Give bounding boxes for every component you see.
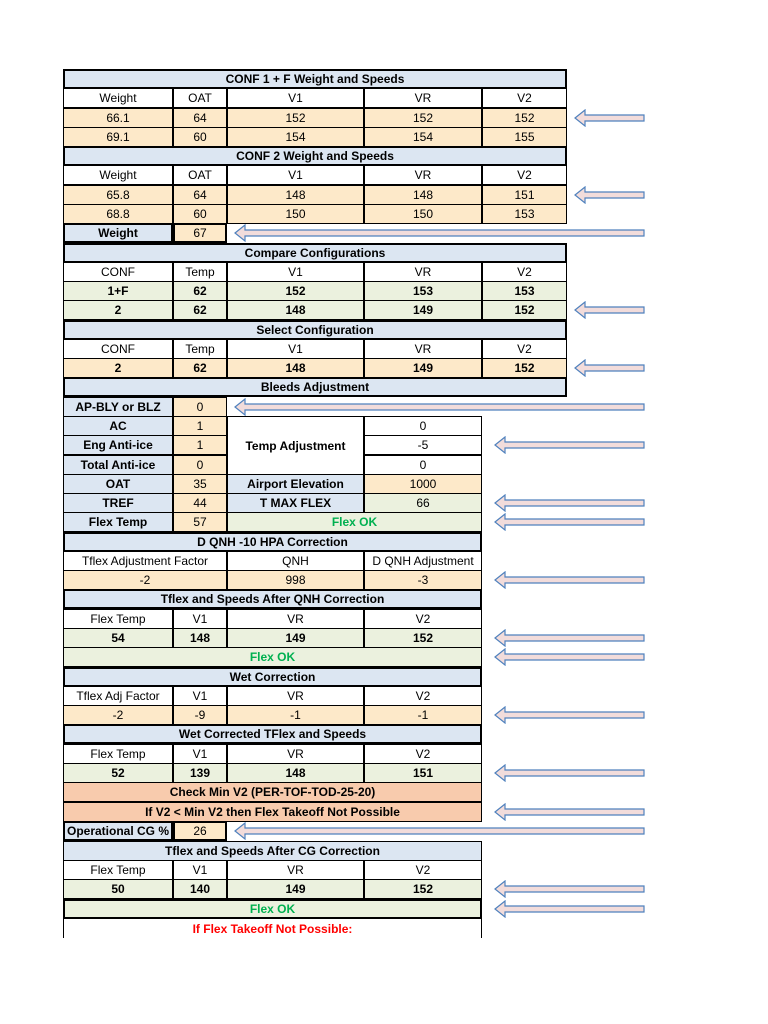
sheet-cell: Check Min V2 (PER-TOF-TOD-25-20) xyxy=(63,782,482,802)
sheet-cell: V1 xyxy=(227,262,364,282)
left-arrow-icon xyxy=(493,900,647,918)
sheet-cell: D QNH -10 HPA Correction xyxy=(63,532,482,552)
sheet-cell: 153 xyxy=(364,281,482,301)
sheet-cell: Total Anti-ice xyxy=(63,455,173,475)
sheet-cell: T MAX FLEX xyxy=(227,493,364,513)
sheet-cell: Flex OK xyxy=(63,899,482,919)
sheet-cell: 152 xyxy=(482,358,567,378)
sheet-cell: Wet Correction xyxy=(63,667,482,687)
sheet-cell: 60 xyxy=(173,204,227,224)
sheet-cell: 149 xyxy=(364,300,482,320)
sheet-cell: CONF 2 Weight and Speeds xyxy=(63,146,567,166)
sheet-cell: 148 xyxy=(227,763,364,783)
sheet-cell: 65.8 xyxy=(63,185,173,205)
sheet-cell: 1 xyxy=(173,435,227,455)
sheet-cell: CONF xyxy=(63,339,173,359)
sheet-cell: 57 xyxy=(173,512,227,532)
sheet-cell: 1 xyxy=(173,416,227,436)
sheet-cell: 148 xyxy=(227,185,364,205)
sheet-cell: Temp xyxy=(173,339,227,359)
sheet-cell: V2 xyxy=(364,860,482,880)
sheet-cell: 152 xyxy=(227,281,364,301)
sheet-cell: 153 xyxy=(482,204,567,224)
left-arrow-icon xyxy=(233,224,647,242)
sheet-cell: V1 xyxy=(173,860,227,880)
sheet-cell: -5 xyxy=(364,435,482,455)
sheet-cell: 152 xyxy=(482,300,567,320)
sheet-cell: 62 xyxy=(173,300,227,320)
sheet-cell: -1 xyxy=(227,705,364,725)
sheet-cell: VR xyxy=(364,339,482,359)
sheet-cell: 154 xyxy=(227,127,364,147)
sheet-cell: 62 xyxy=(173,281,227,301)
left-arrow-icon xyxy=(233,822,647,840)
sheet-cell: If Flex Takeoff Not Possible: xyxy=(63,918,482,938)
sheet-cell: 66.1 xyxy=(63,108,173,128)
sheet-cell: QNH xyxy=(227,551,364,571)
sheet-cell: 150 xyxy=(227,204,364,224)
sheet-cell: 154 xyxy=(364,127,482,147)
sheet-cell: Temp Adjustment xyxy=(227,416,364,475)
sheet-cell: Wet Corrected TFlex and Speeds xyxy=(63,724,482,744)
sheet-cell: 64 xyxy=(173,108,227,128)
sheet-cell: 66 xyxy=(364,493,482,513)
sheet-cell: 151 xyxy=(364,763,482,783)
sheet-cell: 0 xyxy=(364,416,482,436)
sheet-cell: Weight xyxy=(63,223,173,243)
sheet-cell: Flex OK xyxy=(63,647,482,667)
sheet-cell: -2 xyxy=(63,705,173,725)
sheet-cell: 68.8 xyxy=(63,204,173,224)
left-arrow-icon xyxy=(573,359,647,377)
sheet-cell: 1+F xyxy=(63,281,173,301)
left-arrow-icon xyxy=(493,648,647,666)
sheet-cell: Compare Configurations xyxy=(63,243,567,263)
sheet-cell: Weight xyxy=(63,88,173,108)
sheet-cell: 153 xyxy=(482,281,567,301)
sheet-cell: -2 xyxy=(63,570,227,590)
sheet-cell: 0 xyxy=(173,397,227,417)
sheet-cell: CONF xyxy=(63,262,173,282)
sheet-cell: AC xyxy=(63,416,173,436)
sheet-cell: -3 xyxy=(364,570,482,590)
sheet-cell: D QNH Adjustment xyxy=(364,551,482,571)
sheet-cell: If V2 < Min V2 then Flex Takeoff Not Possible xyxy=(63,802,482,822)
sheet-cell: VR xyxy=(364,262,482,282)
sheet-cell: 148 xyxy=(227,358,364,378)
sheet-cell: -1 xyxy=(364,705,482,725)
sheet-cell: Flex Temp xyxy=(63,744,173,764)
sheet-cell: V1 xyxy=(173,686,227,706)
sheet-cell: Select Configuration xyxy=(63,320,567,340)
left-arrow-icon xyxy=(493,494,647,512)
sheet-cell: 0 xyxy=(364,455,482,475)
left-arrow-icon xyxy=(493,803,647,821)
sheet-cell: 149 xyxy=(227,879,364,899)
sheet-cell: Weight xyxy=(63,165,173,185)
sheet-cell: V1 xyxy=(173,609,227,629)
sheet-cell: 140 xyxy=(173,879,227,899)
sheet-cell: Flex OK xyxy=(227,512,482,532)
sheet-cell: 0 xyxy=(173,455,227,475)
sheet-cell: 148 xyxy=(227,300,364,320)
sheet-cell: 67 xyxy=(173,223,227,243)
sheet-cell: 150 xyxy=(364,204,482,224)
sheet-cell: 60 xyxy=(173,127,227,147)
sheet-cell: Flex Temp xyxy=(63,512,173,532)
left-arrow-icon xyxy=(493,513,647,531)
sheet-cell: 50 xyxy=(63,879,173,899)
sheet-cell: Tflex Adj Factor xyxy=(63,686,173,706)
sheet-cell: 152 xyxy=(364,879,482,899)
sheet-cell: Flex Temp xyxy=(63,860,173,880)
left-arrow-icon xyxy=(493,880,647,898)
sheet-cell: Flex Temp xyxy=(63,609,173,629)
sheet-cell: V2 xyxy=(364,686,482,706)
sheet-cell: Temp xyxy=(173,262,227,282)
sheet-cell: Airport Elevation xyxy=(227,474,364,494)
sheet-cell: VR xyxy=(227,609,364,629)
left-arrow-icon xyxy=(573,186,647,204)
left-arrow-icon xyxy=(573,301,647,319)
sheet-cell: VR xyxy=(227,686,364,706)
sheet-cell: V2 xyxy=(482,88,567,108)
sheet-cell: V2 xyxy=(364,609,482,629)
sheet-cell: V2 xyxy=(482,339,567,359)
sheet-cell: VR xyxy=(364,88,482,108)
sheet-cell: 155 xyxy=(482,127,567,147)
sheet-cell: VR xyxy=(227,860,364,880)
sheet-cell: 148 xyxy=(173,628,227,648)
sheet-cell: 69.1 xyxy=(63,127,173,147)
sheet-cell: 35 xyxy=(173,474,227,494)
sheet-cell: CONF 1 + F Weight and Speeds xyxy=(63,69,567,89)
sheet-cell: 152 xyxy=(227,108,364,128)
sheet-cell: Bleeds Adjustment xyxy=(63,377,567,397)
sheet-cell: 62 xyxy=(173,358,227,378)
sheet-cell: VR xyxy=(364,165,482,185)
sheet-cell: V1 xyxy=(227,339,364,359)
sheet-cell: Eng Anti-ice xyxy=(63,435,173,455)
sheet-cell: Operational CG % xyxy=(63,821,173,841)
sheet-cell: 54 xyxy=(63,628,173,648)
sheet-cell: Tflex and Speeds After QNH Correction xyxy=(63,589,482,609)
sheet-cell: 149 xyxy=(227,628,364,648)
sheet-cell: OAT xyxy=(173,165,227,185)
sheet-cell: V1 xyxy=(227,165,364,185)
sheet-cell: 44 xyxy=(173,493,227,513)
left-arrow-icon xyxy=(493,706,647,724)
sheet-cell: 2 xyxy=(63,358,173,378)
sheet-cell: 148 xyxy=(364,185,482,205)
sheet-cell: TREF xyxy=(63,493,173,513)
sheet-cell: 151 xyxy=(482,185,567,205)
sheet-cell: V2 xyxy=(482,165,567,185)
sheet-cell: Tflex and Speeds After CG Correction xyxy=(63,841,482,861)
left-arrow-icon xyxy=(493,629,647,647)
sheet-cell: 152 xyxy=(364,108,482,128)
sheet-cell: 139 xyxy=(173,763,227,783)
sheet-cell: 2 xyxy=(63,300,173,320)
left-arrow-icon xyxy=(573,109,647,127)
sheet-cell: 152 xyxy=(482,108,567,128)
sheet-cell: OAT xyxy=(63,474,173,494)
sheet-cell: VR xyxy=(227,744,364,764)
sheet-cell: 26 xyxy=(173,821,227,841)
sheet-cell: OAT xyxy=(173,88,227,108)
sheet-cell: 998 xyxy=(227,570,364,590)
left-arrow-icon xyxy=(233,398,647,416)
sheet-cell: -9 xyxy=(173,705,227,725)
sheet-cell: V2 xyxy=(364,744,482,764)
sheet-cell: AP-BLY or BLZ xyxy=(63,397,173,417)
sheet-cell: V1 xyxy=(227,88,364,108)
left-arrow-icon xyxy=(493,571,647,589)
sheet-cell: 149 xyxy=(364,358,482,378)
left-arrow-icon xyxy=(493,764,647,782)
sheet-cell: 52 xyxy=(63,763,173,783)
sheet-cell: V2 xyxy=(482,262,567,282)
sheet-cell: 1000 xyxy=(364,474,482,494)
sheet-cell: 152 xyxy=(364,628,482,648)
sheet-cell: 64 xyxy=(173,185,227,205)
left-arrow-icon xyxy=(493,436,647,454)
sheet-cell: V1 xyxy=(173,744,227,764)
sheet-cell: Tflex Adjustment Factor xyxy=(63,551,227,571)
